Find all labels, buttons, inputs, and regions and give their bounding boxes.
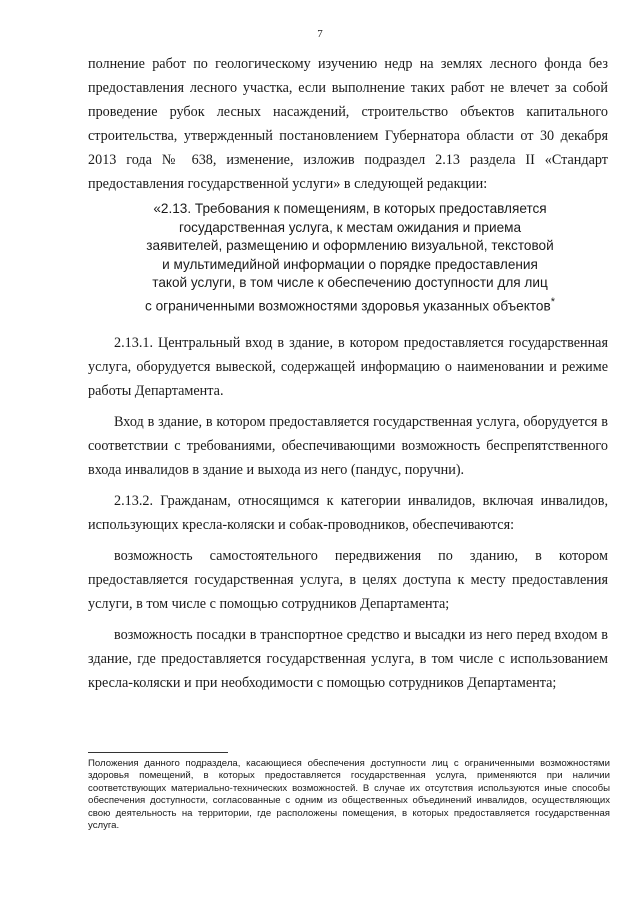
paragraph-2-13-1: 2.13.1. Центральный вход в здание, в котором предоставляется государственная услуга, оборудуется вывеской, содержащей информацию о наименовании и режиме работы Департамента. [88, 335, 608, 399]
paragraph-2-13-2: 2.13.2. Гражданам, относящимся к категории инвалидов, включая инвалидов, использующих кресла-коляски и собак-проводников, обеспечиваются: [88, 493, 608, 533]
footnote-marker: * [550, 295, 555, 308]
paragraph-movement: возможность самостоятельного передвижения по зданию, в котором предоставляется государственная услуга, в целях доступа к месту предоставления услуги, в том числе с помощью сотрудников Департамента; [88, 548, 608, 612]
intro-section [88, 52, 608, 196]
quote-line: такой услуги, в том числе к обеспечению доступности для лиц [152, 275, 548, 291]
quote-line: заявителей, размещению и оформлению визуальной, текстовой [146, 238, 554, 254]
quote-line: «2.13. Требования к помещениям, в которых предоставляется [153, 201, 547, 216]
footnote-divider [88, 752, 228, 753]
section-heading-quote [130, 200, 570, 316]
page-number: 7 [317, 28, 323, 40]
intro-paragraph: полнение работ по геологическому изучению недр на землях лесного фонда без предоставления лесного участка, если выполнение таких работ не влечет за собой проведение рубок лесных насаждений, строительство объектов капитального строительства, утвержденный постановлением Губернатора области от 30 декабря 2013 года № 638, изменение, изложив подраздел 2.13 раздела II «Стандарт предоставления государственной услуги» в следующей редакции: [88, 56, 608, 192]
quote-line: и мультимедийной информации о порядке предоставления [162, 256, 538, 272]
quote-line-last [130, 293, 570, 316]
quote-line: государственная услуга, к местам ожидания и приема [178, 219, 522, 235]
quote-line: с ограниченными возможностями здоровья указанных объектов [145, 298, 551, 314]
subsection-body [88, 331, 608, 702]
footnote-text: Положения данного подраздела, касающиеся обеспечения доступности лиц с ограниченными возможностями здоровья помещений, в которых предоставляется государственная услуга, применяются при наличии соответствующих материально-технических возможностей. В случае их отсутствия используются иные способы обеспечения доступности, согласованные с одним из общественных объединений инвалидов, осуществляющих свою деятельность на территории, где расположены помещения, в которых предоставляется государственная услуга. [88, 758, 610, 832]
paragraph-entrance: Вход в здание, в котором предоставляется государственная услуга, оборудуется в соответствии с требованиями, обеспечивающими возможность беспрепятственного входа инвалидов в здание и выхода из него (пандус, поручни). [88, 414, 608, 478]
paragraph-transport: возможность посадки в транспортное средство и высадки из него перед входом в здание, где предоставляется государственная услуга, в том числе с использованием кресла-коляски и при необходимости с помощью сотрудников Департамента; [88, 627, 608, 691]
